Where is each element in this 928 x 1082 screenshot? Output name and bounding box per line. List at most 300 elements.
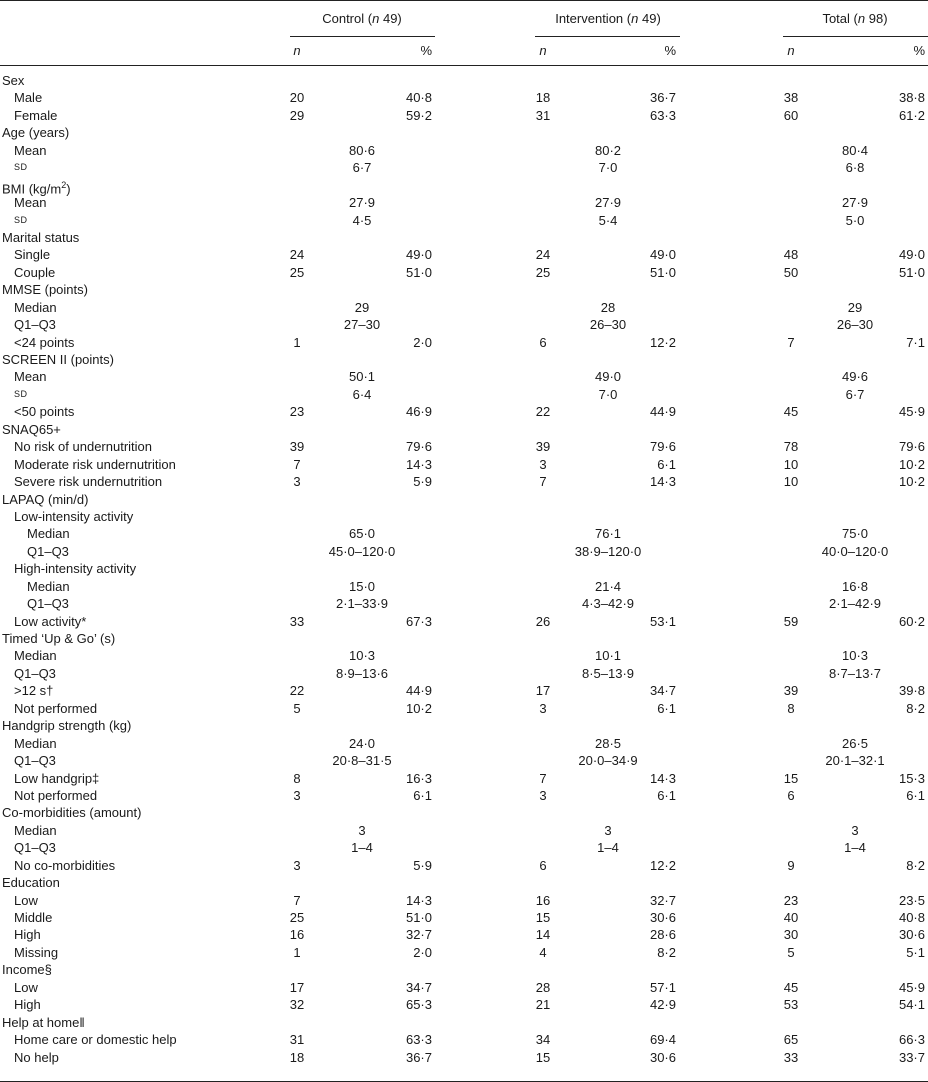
cell-total-pct: 54·1: [898, 997, 925, 1013]
cell-intervention-pct: 14·3: [649, 770, 676, 786]
header-control-n-value: 49: [382, 11, 398, 26]
cell-total-n: 45: [783, 404, 799, 420]
cell-control-pct: 46·9: [405, 404, 432, 420]
cell-intervention-pct: 51·0: [649, 264, 676, 280]
row-label-text: Mean: [14, 369, 47, 385]
header-intervention-rule: [535, 36, 680, 37]
row-label: [14, 752, 56, 769]
row-label-text: No help: [14, 1049, 59, 1065]
cell-intervention-n: 26: [535, 613, 551, 629]
cell-intervention-n: 7: [539, 770, 547, 786]
cell-control-stat: 29: [354, 299, 370, 315]
cell-control-n: 22: [289, 683, 305, 699]
row-label: [14, 665, 56, 682]
table-row: [0, 386, 928, 403]
cell-total-n: 15: [783, 770, 799, 786]
table-row: [0, 682, 928, 699]
table-row: [0, 752, 928, 769]
cell-intervention-n: 25: [535, 264, 551, 280]
table-row: [0, 299, 928, 316]
row-label-text: LAPAQ (min/d): [2, 491, 89, 507]
row-label: [14, 770, 99, 787]
cell-control-n: 18: [289, 1049, 305, 1065]
table-row: [0, 194, 928, 211]
header-total-n-value: 98: [868, 11, 884, 26]
row-label: [27, 595, 69, 612]
cell-control-n: 5: [293, 700, 301, 716]
cell-control-n: 3: [293, 474, 301, 490]
cell-total-stat: 40·0–120·0: [821, 543, 889, 559]
cell-intervention-n: 31: [535, 107, 551, 123]
cell-total-stat: 49·6: [841, 369, 869, 385]
table-row: [0, 944, 928, 961]
cell-total-stat: 27·9: [841, 195, 869, 211]
cell-total-n: 8: [787, 700, 795, 716]
table-row: [0, 874, 928, 891]
table-row: [0, 613, 928, 630]
row-label-text: Couple: [14, 264, 56, 280]
cell-total-n: 7: [787, 334, 795, 350]
cell-control-pct: 32·7: [405, 927, 432, 943]
cell-control-n: 16: [289, 927, 305, 943]
row-label-text: SD: [14, 214, 28, 225]
cell-total-n: 9: [787, 857, 795, 873]
table-row: [0, 212, 928, 229]
row-label-text: Home care or domestic help: [14, 1032, 177, 1048]
cell-intervention-n: 7: [539, 474, 547, 490]
cell-intervention-n: 3: [539, 787, 547, 803]
row-label-text: Sex: [2, 73, 25, 88]
row-label: [14, 142, 47, 159]
row-label-text: High-intensity activity: [14, 561, 137, 577]
cell-control-pct: 59·2: [405, 107, 432, 123]
row-label: [14, 979, 38, 996]
header-total: Total (n 98): [822, 11, 888, 26]
row-label-text: Middle: [14, 910, 53, 925]
row-label-text: Q1–Q3: [14, 665, 56, 681]
cell-total-pct: 8·2: [906, 857, 925, 873]
row-label: [14, 438, 152, 455]
cell-control-pct: 16·3: [405, 770, 432, 786]
header-intervention-n-value: 49: [641, 11, 657, 26]
cell-control-n: 29: [289, 107, 305, 123]
cell-control-pct: 51·0: [405, 910, 432, 925]
row-label-text: No risk of undernutrition: [14, 439, 153, 455]
row-section-label: [2, 630, 115, 647]
table-row: [0, 770, 928, 787]
subheader-total-n: n: [787, 43, 795, 58]
cell-control-n: 31: [289, 1032, 305, 1048]
cell-intervention-pct: 30·6: [649, 1049, 676, 1065]
cell-total-pct: 7·1: [906, 334, 925, 350]
table-row: [0, 72, 928, 89]
row-label-text: Q1–Q3: [27, 543, 69, 559]
cell-intervention-pct: 42·9: [649, 997, 676, 1013]
row-label-text: >12 s†: [14, 683, 54, 699]
cell-control-n: 39: [289, 439, 305, 455]
table-row: [0, 822, 928, 839]
row-label-text: Q1–Q3: [14, 840, 56, 856]
row-label: [14, 787, 97, 804]
row-label-text: High: [14, 927, 41, 943]
row-label-text: BMI (kg/m: [2, 180, 62, 196]
row-label: [14, 647, 57, 664]
cell-total-n: 48: [783, 247, 799, 263]
table-row: [0, 647, 928, 664]
row-label-text: SCREEN II (points): [2, 352, 114, 367]
table-row: [0, 229, 928, 246]
row-label: [14, 1031, 177, 1048]
table-row: [0, 909, 928, 926]
table-row: [0, 1031, 928, 1048]
cell-intervention-pct: 49·0: [649, 247, 676, 263]
cell-control-stat: 1–4: [351, 840, 373, 856]
cell-total-stat: 6·7: [845, 386, 865, 402]
cell-intervention-stat: 80·2: [594, 142, 622, 158]
table-row: [0, 578, 928, 595]
row-label-text: Female: [14, 107, 58, 123]
header-control: Control (n 49): [322, 11, 402, 26]
cell-control-stat: 4·5: [352, 212, 372, 228]
cell-control-n: 7: [293, 456, 301, 472]
table-row: [0, 717, 928, 734]
cell-control-stat: 15·0: [348, 578, 376, 594]
cell-intervention-pct: 6·1: [657, 456, 676, 472]
table-row: [0, 159, 928, 176]
table-row: [0, 996, 928, 1013]
cell-intervention-pct: 32·7: [649, 892, 676, 908]
table-row: [0, 473, 928, 490]
table-row: [0, 421, 928, 438]
row-label-text: SD: [14, 388, 28, 399]
cell-control-n: 7: [293, 892, 301, 908]
table-top-rule: [0, 0, 928, 1]
header-intervention: Intervention (n 49): [555, 11, 661, 26]
row-label-text: Income§: [2, 962, 52, 978]
cell-control-stat: 50·1: [348, 369, 376, 385]
header-total-n-label: n: [857, 11, 866, 26]
row-label-text: <24 points: [14, 334, 75, 350]
row-label-text: Not performed: [14, 787, 98, 803]
cell-intervention-stat: 38·9–120·0: [574, 543, 642, 559]
cell-total-n: 65: [783, 1032, 799, 1048]
row-section-label: [2, 1014, 85, 1031]
table-row: [0, 403, 928, 420]
row-label: [14, 107, 57, 124]
cell-control-pct: 5·9: [413, 474, 432, 490]
cell-total-pct: 51·0: [898, 264, 925, 280]
cell-intervention-pct: 6·1: [657, 700, 676, 716]
cell-control-stat: 24·0: [348, 735, 376, 751]
cell-control-pct: 5·9: [413, 857, 432, 873]
cell-control-pct: 65·3: [405, 997, 432, 1013]
cell-control-stat: 8·9–13·6: [335, 665, 389, 681]
row-label-text: <50 points: [14, 404, 75, 420]
row-label: [27, 543, 69, 560]
cell-control-n: 33: [289, 613, 305, 629]
cell-total-pct: 60·2: [898, 613, 925, 629]
row-label: [14, 194, 47, 211]
cell-total-pct: 10·2: [898, 474, 925, 490]
cell-control-stat: 80·6: [348, 142, 376, 158]
cell-total-stat: 16·8: [841, 578, 869, 594]
header-total-rule: [783, 36, 928, 37]
row-label-text: Q1–Q3: [14, 753, 56, 769]
cell-control-pct: 49·0: [405, 247, 432, 263]
row-label: [14, 1049, 59, 1066]
cell-intervention-pct: 63·3: [649, 107, 676, 123]
cell-intervention-n: 15: [535, 1049, 551, 1065]
cell-intervention-stat: 28: [600, 299, 616, 315]
header-control-name: Control: [322, 11, 365, 26]
row-label: [14, 473, 162, 490]
row-label: [14, 368, 47, 385]
row-label-text: Median: [14, 648, 57, 664]
table-row: [0, 264, 928, 281]
cell-total-stat: 26·5: [841, 735, 869, 751]
cell-total-n: 10: [783, 474, 799, 490]
cell-total-stat: 8·7–13·7: [828, 665, 882, 681]
table-row: [0, 351, 928, 368]
cell-total-n: 50: [783, 264, 799, 280]
cell-intervention-stat: 21·4: [594, 578, 622, 594]
row-label: [14, 613, 86, 630]
cell-control-pct: 10·2: [405, 700, 432, 716]
cell-control-stat: 65·0: [348, 526, 376, 542]
row-label: [14, 822, 57, 839]
row-label-text: SNAQ65+: [2, 421, 61, 437]
row-label-text: Moderate risk undernutrition: [14, 456, 176, 472]
cell-total-stat: 75·0: [841, 526, 869, 542]
cell-intervention-stat: 26–30: [589, 317, 627, 333]
cell-control-stat: 27–30: [343, 317, 381, 333]
row-label-text: Not performed: [14, 700, 98, 716]
row-label-text: Marital status: [2, 229, 80, 245]
row-label: [14, 246, 50, 263]
row-label-suffix: ): [66, 180, 71, 196]
subheader-intervention-n: n: [539, 43, 547, 58]
row-label: [14, 682, 53, 699]
cell-control-stat: 45·0–120·0: [328, 543, 396, 559]
table-row: [0, 1014, 928, 1031]
cell-intervention-stat: 49·0: [594, 369, 622, 385]
cell-intervention-pct: 14·3: [649, 474, 676, 490]
cell-total-n: 45: [783, 979, 799, 995]
cell-control-pct: 67·3: [405, 613, 432, 629]
table-row: [0, 89, 928, 106]
cell-control-stat: 27·9: [348, 195, 376, 211]
row-label: [14, 386, 28, 403]
cell-intervention-stat: 27·9: [594, 195, 622, 211]
cell-total-stat: 80·4: [841, 142, 869, 158]
cell-total-pct: 40·8: [898, 910, 925, 925]
cell-total-pct: 38·8: [898, 90, 925, 106]
subheader-control-pct: %: [420, 43, 432, 58]
cell-total-n: 59: [783, 613, 799, 629]
cell-total-n: 60: [783, 107, 799, 123]
table-row: [0, 630, 928, 647]
cell-control-stat: 2·1–33·9: [335, 596, 389, 612]
table-row: [0, 839, 928, 856]
row-label-text: Median: [27, 578, 70, 594]
row-label: [14, 944, 58, 961]
row-label: [14, 299, 57, 316]
cell-intervention-stat: 20·0–34·9: [578, 753, 638, 769]
row-label: [27, 525, 70, 542]
row-section-label: [2, 72, 24, 89]
cell-control-n: 17: [289, 979, 305, 995]
cell-control-n: 25: [289, 264, 305, 280]
row-section-label: [2, 961, 52, 978]
header-intervention-name: Intervention: [555, 11, 624, 26]
cell-total-n: 78: [783, 439, 799, 455]
cell-intervention-n: 18: [535, 90, 551, 106]
row-label-text: Mean: [14, 195, 47, 211]
table-row: [0, 979, 928, 996]
table-row: [0, 124, 928, 141]
cell-intervention-pct: 69·4: [649, 1032, 676, 1048]
table-row: [0, 857, 928, 874]
cell-intervention-stat: 76·1: [594, 526, 622, 542]
row-label-text: MMSE (points): [2, 282, 88, 298]
cell-intervention-n: 4: [539, 944, 547, 960]
row-label-text: Low activity*: [14, 613, 87, 629]
table-row: [0, 508, 928, 525]
row-label-text: Low: [14, 979, 38, 995]
cell-intervention-pct: 12·2: [649, 857, 676, 873]
cell-intervention-pct: 6·1: [657, 787, 676, 803]
cell-intervention-pct: 30·6: [649, 910, 676, 925]
cell-intervention-n: 21: [535, 997, 551, 1013]
cell-total-pct: 5·1: [906, 944, 925, 960]
cell-control-pct: 36·7: [405, 1049, 432, 1065]
row-label: [27, 578, 70, 595]
cell-total-pct: 61·2: [898, 107, 925, 123]
table-row: [0, 892, 928, 909]
table-row: [0, 491, 928, 508]
row-label-text: Low-intensity activity: [14, 508, 134, 524]
cell-control-n: 1: [293, 944, 301, 960]
cell-total-n: 6: [787, 787, 795, 803]
subheader-control-n: n: [293, 43, 301, 58]
cell-intervention-stat: 8·5–13·9: [581, 665, 635, 681]
cell-intervention-n: 3: [539, 456, 547, 472]
cell-control-pct: 2·0: [413, 944, 432, 960]
row-section-label: [2, 124, 69, 141]
subheader-intervention-pct: %: [664, 43, 676, 58]
cell-total-n: 23: [783, 892, 799, 908]
row-label: [14, 212, 28, 229]
cell-control-pct: 34·7: [405, 979, 432, 995]
cell-total-n: 10: [783, 456, 799, 472]
row-label-text: Q1–Q3: [14, 317, 56, 333]
cell-control-pct: 63·3: [405, 1032, 432, 1048]
cell-intervention-pct: 57·1: [649, 979, 676, 995]
cell-intervention-stat: 10·1: [594, 648, 622, 664]
cell-intervention-n: 24: [535, 247, 551, 263]
cell-intervention-stat: 3: [604, 822, 612, 838]
cell-total-stat: 5·0: [845, 212, 865, 228]
table-row: [0, 700, 928, 717]
row-label-superscript: 2: [61, 179, 67, 190]
row-label: [14, 334, 74, 351]
row-section-label: [14, 508, 133, 525]
table-row: [0, 456, 928, 473]
subheader-total-pct: %: [913, 43, 925, 58]
cell-total-n: 53: [783, 997, 799, 1013]
cell-intervention-n: 6: [539, 857, 547, 873]
row-label: [14, 735, 57, 752]
row-label: [14, 909, 52, 926]
table-row: [0, 107, 928, 124]
row-section-label: [2, 421, 61, 438]
cell-control-pct: 40·8: [405, 90, 432, 106]
cell-control-n: 25: [289, 910, 305, 925]
cell-total-pct: 15·3: [898, 770, 925, 786]
table-row: [0, 543, 928, 560]
row-section-label: [2, 491, 88, 508]
row-label-text: Education: [2, 875, 60, 891]
row-label: [14, 926, 41, 943]
table-row: [0, 1049, 928, 1066]
table-row: [0, 246, 928, 263]
row-label-text: SD: [14, 162, 28, 173]
row-section-label: [2, 804, 141, 821]
cell-total-pct: 45·9: [898, 979, 925, 995]
cell-intervention-pct: 12·2: [649, 334, 676, 350]
cell-intervention-stat: 7·0: [598, 160, 618, 176]
cell-control-pct: 79·6: [405, 439, 432, 455]
cell-intervention-n: 15: [535, 910, 551, 925]
row-label-text: Severe risk undernutrition: [14, 474, 163, 490]
table-row: [0, 804, 928, 821]
cell-total-n: 40: [783, 910, 799, 925]
row-label-text: No co-morbidities: [14, 857, 116, 873]
row-label-text: Timed ‘Up & Go’ (s): [2, 631, 116, 646]
cell-total-n: 38: [783, 90, 799, 106]
row-section-label: [14, 560, 136, 577]
cell-control-n: 3: [293, 857, 301, 873]
header-intervention-n-label: n: [631, 11, 639, 26]
cell-intervention-pct: 53·1: [649, 613, 676, 629]
cell-control-pct: 51·0: [405, 264, 432, 280]
table-body: [0, 72, 928, 1066]
cell-control-stat: 6·4: [352, 386, 372, 402]
cell-intervention-n: 14: [535, 927, 551, 943]
table-row: [0, 177, 928, 194]
cell-intervention-n: 34: [535, 1032, 551, 1048]
cell-total-stat: 3: [851, 822, 859, 838]
row-label: [14, 857, 115, 874]
cell-control-pct: 6·1: [413, 787, 432, 803]
cell-total-stat: 20·1–32·1: [825, 753, 885, 769]
cell-intervention-pct: 36·7: [649, 90, 676, 106]
row-label: [14, 456, 176, 473]
row-label-text: Help at home‖: [2, 1014, 85, 1030]
row-label-text: Median: [27, 526, 70, 542]
cell-total-pct: 39·8: [898, 683, 925, 699]
row-label-text: Co-morbidities (amount): [2, 805, 142, 821]
table-row: [0, 735, 928, 752]
cell-control-pct: 44·9: [405, 683, 432, 699]
row-label-text: Handgrip strength (kg): [2, 718, 132, 734]
cell-control-stat: 10·3: [348, 648, 376, 664]
row-label-text: Low: [14, 892, 38, 908]
cell-intervention-n: 16: [535, 892, 551, 908]
cell-total-pct: 6·1: [906, 787, 925, 803]
cell-control-n: 24: [289, 247, 305, 263]
row-label-text: Q1–Q3: [27, 596, 69, 612]
